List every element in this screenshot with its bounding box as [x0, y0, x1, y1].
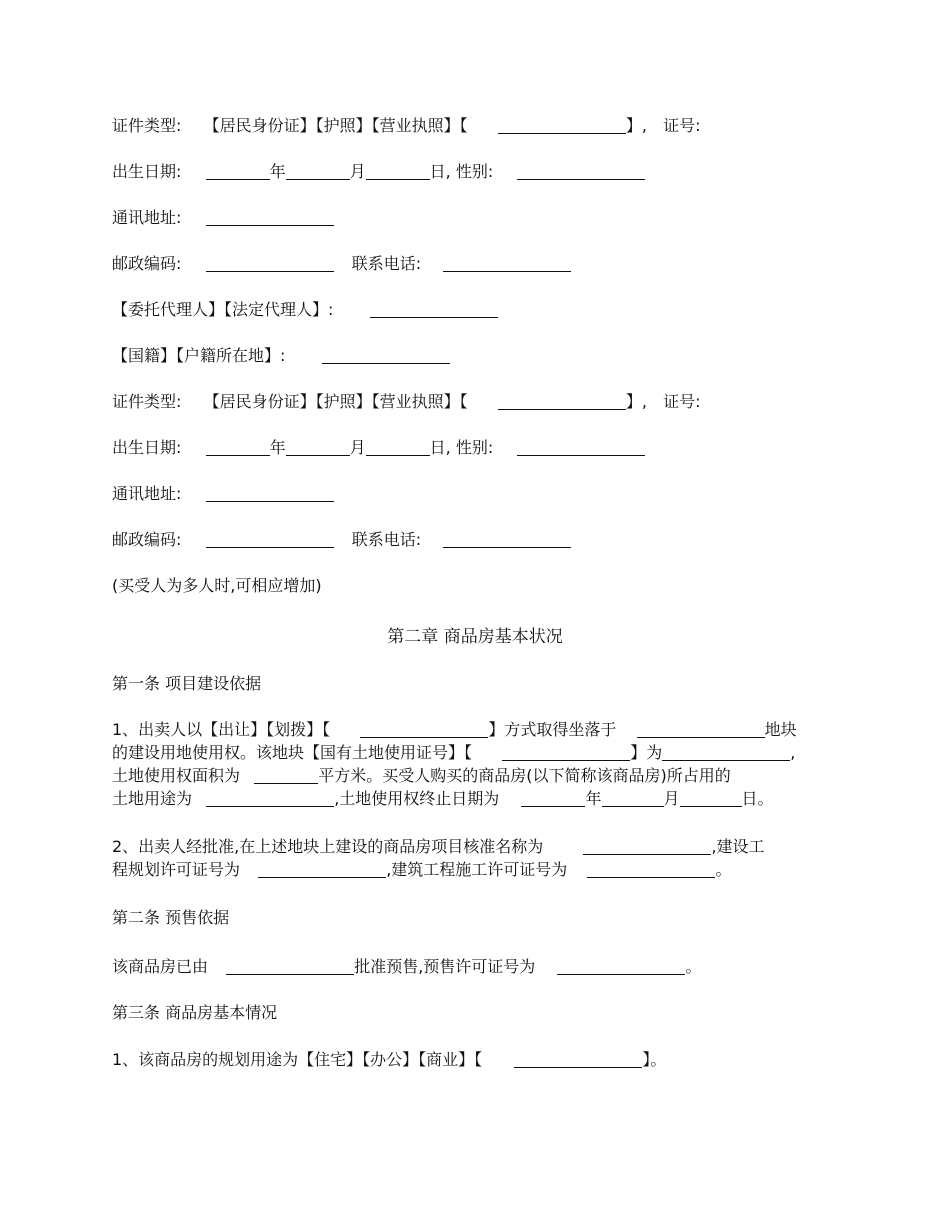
text: 】。	[642, 1050, 667, 1069]
address-row-2	[112, 483, 334, 505]
blank[interactable]	[502, 744, 630, 761]
blank[interactable]	[514, 1051, 642, 1068]
label: 联系电话:	[351, 254, 422, 273]
blank[interactable]	[366, 163, 430, 180]
text: 。	[685, 957, 702, 976]
postal-row-2	[112, 529, 571, 551]
label: 邮政编码:	[112, 254, 182, 273]
article-3-text	[112, 1049, 666, 1071]
label: 性别:	[455, 438, 494, 457]
label: 邮政编码:	[112, 530, 182, 549]
option: 】,	[625, 116, 647, 135]
text: 1、该商品房的规划用途为【住宅】【办公】【商业】【	[112, 1050, 483, 1069]
text: 日。	[741, 789, 774, 808]
blank[interactable]	[587, 861, 715, 878]
label: 日,	[429, 162, 451, 181]
text: 】为	[630, 743, 663, 762]
blank[interactable]	[557, 958, 685, 975]
article-1-line-1	[112, 719, 797, 741]
text: 程规划许可证号为	[112, 860, 241, 879]
text: 2、出卖人经批准,在上述地块上建设的商品房项目核准名称为	[112, 837, 544, 856]
article-2-title: 第二条 预售依据	[112, 908, 230, 927]
label: 日,	[429, 438, 451, 457]
label: 【国籍】【户籍所在地】:	[112, 346, 286, 365]
option: 】,	[625, 392, 647, 411]
blank[interactable]	[206, 531, 334, 548]
blank[interactable]	[206, 255, 334, 272]
blank[interactable]	[517, 439, 645, 456]
blank[interactable]	[360, 721, 488, 738]
label: 证号:	[663, 392, 701, 411]
label: 性别:	[455, 162, 494, 181]
label: 年	[269, 438, 286, 457]
text: ,	[790, 743, 796, 762]
birth-row-2	[112, 437, 645, 459]
label: 【委托代理人】【法定代理人】:	[112, 300, 334, 319]
blank[interactable]	[680, 790, 742, 807]
blank[interactable]	[662, 744, 790, 761]
article-2-text	[112, 956, 702, 978]
label: 证件类型:	[112, 392, 182, 411]
article-1-para-2-line-2	[112, 859, 732, 881]
blank[interactable]	[498, 393, 626, 410]
article-1-line-2	[112, 742, 795, 764]
postal-row-1	[112, 253, 571, 275]
blank[interactable]	[254, 767, 318, 784]
text: 月	[663, 789, 680, 808]
blank[interactable]	[322, 347, 450, 364]
blank[interactable]	[206, 439, 270, 456]
text: 1、出卖人以【出让】【划拨】【	[112, 720, 331, 739]
blank[interactable]	[206, 790, 334, 807]
agent-row	[112, 299, 498, 321]
label: 月	[349, 438, 366, 457]
option: 【营业执照】	[371, 392, 460, 411]
blank[interactable]	[206, 485, 334, 502]
id-type-row-1	[112, 115, 701, 137]
option: 【居民身份证】	[203, 116, 316, 135]
blank[interactable]	[443, 255, 571, 272]
label: 出生日期:	[112, 162, 182, 181]
option: 【	[459, 392, 468, 411]
text: 土地用途为	[112, 789, 193, 808]
text: 。	[715, 860, 732, 879]
article-3-title: 第三条 商品房基本情况	[112, 1003, 278, 1022]
blank[interactable]	[370, 301, 498, 318]
label: 年	[269, 162, 286, 181]
label: 通讯地址:	[112, 484, 182, 503]
option: 【营业执照】	[371, 116, 460, 135]
label: 通讯地址:	[112, 208, 182, 227]
article-1-line-4	[112, 788, 774, 810]
chapter-title: 第二章 商品房基本状况	[387, 627, 563, 647]
blank[interactable]	[637, 721, 765, 738]
option: 【护照】	[315, 116, 372, 135]
blank[interactable]	[602, 790, 664, 807]
article-1-para-2-line-1	[112, 836, 765, 858]
blank[interactable]	[258, 861, 386, 878]
text: 平方米。买受人购买的商品房(以下简称该商品房)所占用的	[318, 766, 731, 785]
label: 证件类型:	[112, 116, 182, 135]
blank[interactable]	[226, 958, 354, 975]
blank[interactable]	[443, 531, 571, 548]
blank[interactable]	[206, 163, 270, 180]
option: 【	[459, 116, 468, 135]
text: ,土地使用权终止日期为	[334, 789, 500, 808]
text: ,建筑工程施工许可证号为	[386, 860, 568, 879]
blank[interactable]	[517, 163, 645, 180]
text: 批准预售,预售许可证号为	[354, 957, 536, 976]
label: 出生日期:	[112, 438, 182, 457]
nationality-row	[112, 345, 450, 367]
blank[interactable]	[286, 439, 350, 456]
blank[interactable]	[521, 790, 585, 807]
address-row-1	[112, 207, 334, 229]
text: 年	[585, 789, 602, 808]
text: 土地使用权面积为	[112, 766, 241, 785]
blank[interactable]	[498, 117, 626, 134]
option: 【护照】	[315, 392, 372, 411]
text: 的建设用地使用权。该地块【国有土地使用证号】【	[112, 743, 473, 762]
label: 联系电话:	[351, 530, 422, 549]
blank[interactable]	[366, 439, 430, 456]
text: 】方式取得坐落于	[488, 720, 617, 739]
article-1-title: 第一条 项目建设依据	[112, 674, 262, 693]
id-type-row-2	[112, 391, 701, 413]
text: 地块	[764, 720, 797, 739]
blank[interactable]	[286, 163, 350, 180]
text: ,建设工	[711, 837, 765, 856]
label: 月	[349, 162, 366, 181]
blank[interactable]	[583, 838, 711, 855]
label: 证号:	[663, 116, 701, 135]
blank[interactable]	[206, 209, 334, 226]
option: 【居民身份证】	[203, 392, 316, 411]
birth-row-1	[112, 161, 645, 183]
text: 该商品房已由	[112, 957, 209, 976]
multi-buyer-note: (买受人为多人时,可相应增加)	[112, 576, 322, 595]
article-1-line-3	[112, 765, 731, 787]
